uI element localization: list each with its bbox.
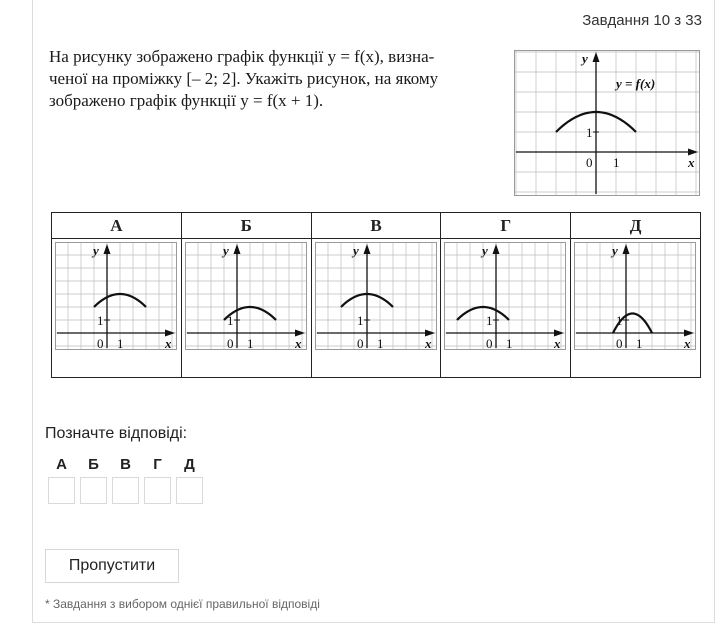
y-tick-label: 1	[226, 313, 234, 328]
grid	[514, 50, 700, 196]
grid	[55, 242, 177, 350]
y-axis-label: y	[93, 243, 99, 258]
x-axis-label: x	[684, 336, 691, 350]
grid	[444, 242, 566, 350]
answer-prompt: Позначте відповіді:	[45, 425, 188, 442]
answer-choice	[47, 455, 76, 504]
origin-label: 0	[97, 336, 104, 350]
answer-letter: В	[120, 456, 131, 473]
option-letter: А	[52, 213, 181, 239]
footnote: * Завдання з вибором однієї правильної відповіді	[45, 597, 320, 611]
option-letter: Б	[182, 213, 311, 239]
x-tick-label: 1	[376, 336, 384, 350]
task-statement	[49, 46, 509, 112]
origin-label: 0	[486, 336, 493, 350]
x-tick-label: 1	[613, 155, 620, 170]
option-letter: Г	[441, 213, 570, 239]
answer-letter: Г	[153, 456, 162, 473]
answer-letter: Б	[88, 456, 99, 473]
answer-choice	[79, 455, 108, 504]
y-tick-label: 1	[356, 313, 364, 328]
answer-checkbox[interactable]	[112, 477, 139, 504]
answer-choice	[175, 455, 204, 504]
y-axis-arrow	[104, 244, 111, 254]
y-axis-arrow	[493, 244, 500, 254]
task-text-line-3: зображено графік функції y = f(x + 1).	[49, 91, 324, 110]
answer-choice	[143, 455, 172, 504]
y-axis-arrow	[593, 52, 600, 62]
x-axis-label: x	[294, 336, 302, 350]
y-tick-label: 1	[616, 313, 623, 328]
task-text-line-2: ченої на проміжку [– 2; 2]. Укажіть рисунок, на якому	[49, 69, 439, 88]
skip-button[interactable]: Пропустити	[45, 549, 179, 583]
option-letter: В	[312, 213, 441, 239]
option-1	[52, 213, 182, 377]
option-3	[312, 213, 442, 377]
function-label: y = f(x)	[616, 76, 656, 91]
grid	[185, 242, 307, 350]
x-axis-label: x	[424, 336, 432, 350]
y-axis-arrow	[233, 244, 240, 254]
y-axis-label: y	[482, 243, 489, 258]
task-text-line-1: На рисунку зображено графік функції y = f(x), визна-	[49, 47, 435, 66]
x-tick-label: 1	[506, 336, 513, 350]
option-graph	[574, 242, 696, 350]
y-axis-label: y	[352, 243, 359, 258]
option-graph	[315, 242, 437, 350]
y-axis-label: y	[582, 51, 588, 66]
option-graph	[444, 242, 566, 350]
option-2	[182, 213, 312, 377]
answer-checkbox[interactable]	[176, 477, 203, 504]
options-table	[51, 212, 701, 378]
answer-checkbox[interactable]	[48, 477, 75, 504]
main-function-graph	[514, 50, 700, 196]
origin-label: 0	[586, 155, 593, 170]
y-tick-label: 1	[486, 313, 493, 328]
answer-choice	[111, 455, 140, 504]
origin-label: 0	[616, 336, 623, 350]
option-graph	[185, 242, 307, 350]
x-axis-label: x	[165, 336, 172, 350]
answer-checkbox[interactable]	[80, 477, 107, 504]
answer-letter: Д	[184, 456, 195, 473]
origin-label: 0	[226, 336, 234, 350]
option-graph	[55, 242, 177, 350]
x-tick-label: 1	[117, 336, 124, 350]
y-tick-label: 1	[97, 313, 104, 328]
x-axis-label: x	[688, 155, 695, 170]
y-axis-label: y	[612, 243, 618, 258]
answer-checkbox[interactable]	[144, 477, 171, 504]
option-4	[441, 213, 571, 377]
y-axis-label: y	[222, 243, 229, 258]
origin-label: 0	[356, 336, 364, 350]
answer-grid	[47, 455, 204, 504]
x-tick-label: 1	[636, 336, 643, 350]
y-axis-arrow	[363, 244, 370, 254]
option-5	[571, 213, 700, 377]
task-panel	[32, 0, 715, 623]
answer-letter: А	[56, 456, 67, 473]
x-axis-label: x	[554, 336, 561, 350]
x-tick-label: 1	[246, 336, 254, 350]
option-letter: Д	[571, 213, 700, 239]
task-counter: Завдання 10 з 33	[582, 12, 702, 29]
y-axis-arrow	[623, 244, 630, 254]
y-tick-label: 1	[586, 125, 593, 140]
grid	[574, 242, 696, 350]
